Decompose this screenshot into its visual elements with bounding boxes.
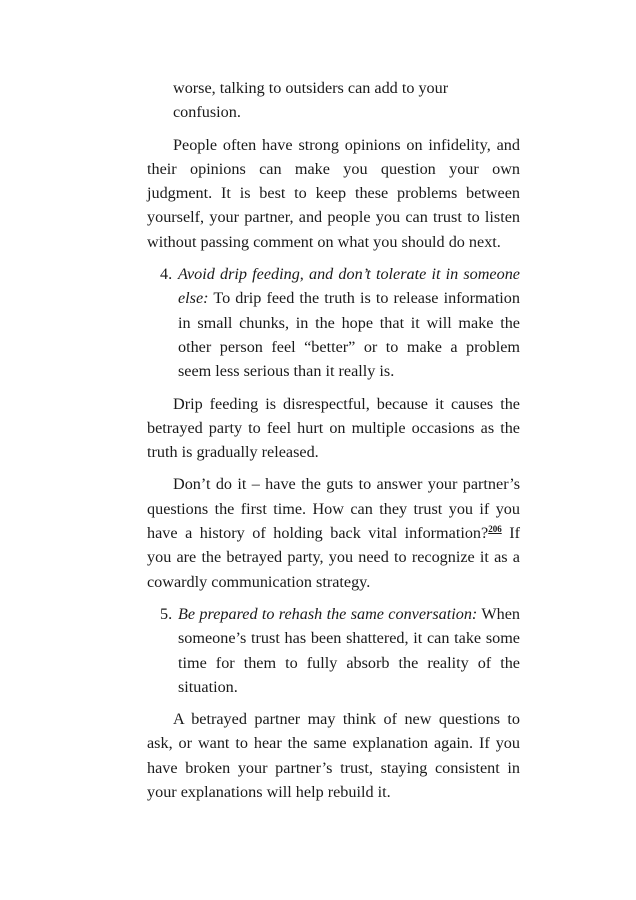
paragraph-text-before-footnote: Don’t do it – have the guts to answer your partner’s questions the first time. How can they trust you if you have a history of holding back vital information?: [147, 475, 520, 543]
paragraph-strong-opinions: People often have strong opinions on infidelity, and their opinions can make you question your own judgment. It is best to keep these problems between yourself, your partner, and people you can trust to listen without passing comment on what you should do next.: [147, 135, 520, 251]
list-item-body: To drip feed the truth is to release information in small chunks, in the hope that it will make the other person feel “better” or to make a problem seem less serious than it really is.: [178, 289, 520, 381]
footnote-reference[interactable]: 206: [488, 524, 502, 535]
continued-text-line: worse, talking to outsiders can add to your confusion.: [173, 79, 449, 122]
list-number: 5.: [160, 604, 173, 623]
list-item-title: Avoid drip feeding, and don’t tolerate it in someone else:: [178, 265, 520, 308]
page-content: [147, 76, 520, 804]
list-item-body: When someone’s trust has been shattered, it can take some time for them to fully absorb the reality of the situation.: [178, 604, 521, 696]
list-item-4: [147, 262, 520, 383]
paragraph-betrayed-partner: A betrayed partner may think of new questions to ask, or want to hear the same explanation again. If you have broken your partner’s trust, staying consistent in your explanations will help rebuild it.: [147, 710, 520, 802]
paragraph-drip-feeding: Drip feeding is disrespectful, because it causes the betrayed party to feel hurt on multiple occasions as the truth is gradually released.: [147, 394, 520, 462]
paragraph-dont-do-it: [147, 472, 520, 593]
list-item-5: [147, 602, 520, 699]
list-item-title: Be prepared to rehash the same conversation:: [178, 604, 478, 623]
list-number: 4.: [160, 265, 173, 284]
paragraph-text-after-footnote: If you are the betrayed party, you need to recognize it as a cowardly communication strategy.: [147, 524, 520, 591]
